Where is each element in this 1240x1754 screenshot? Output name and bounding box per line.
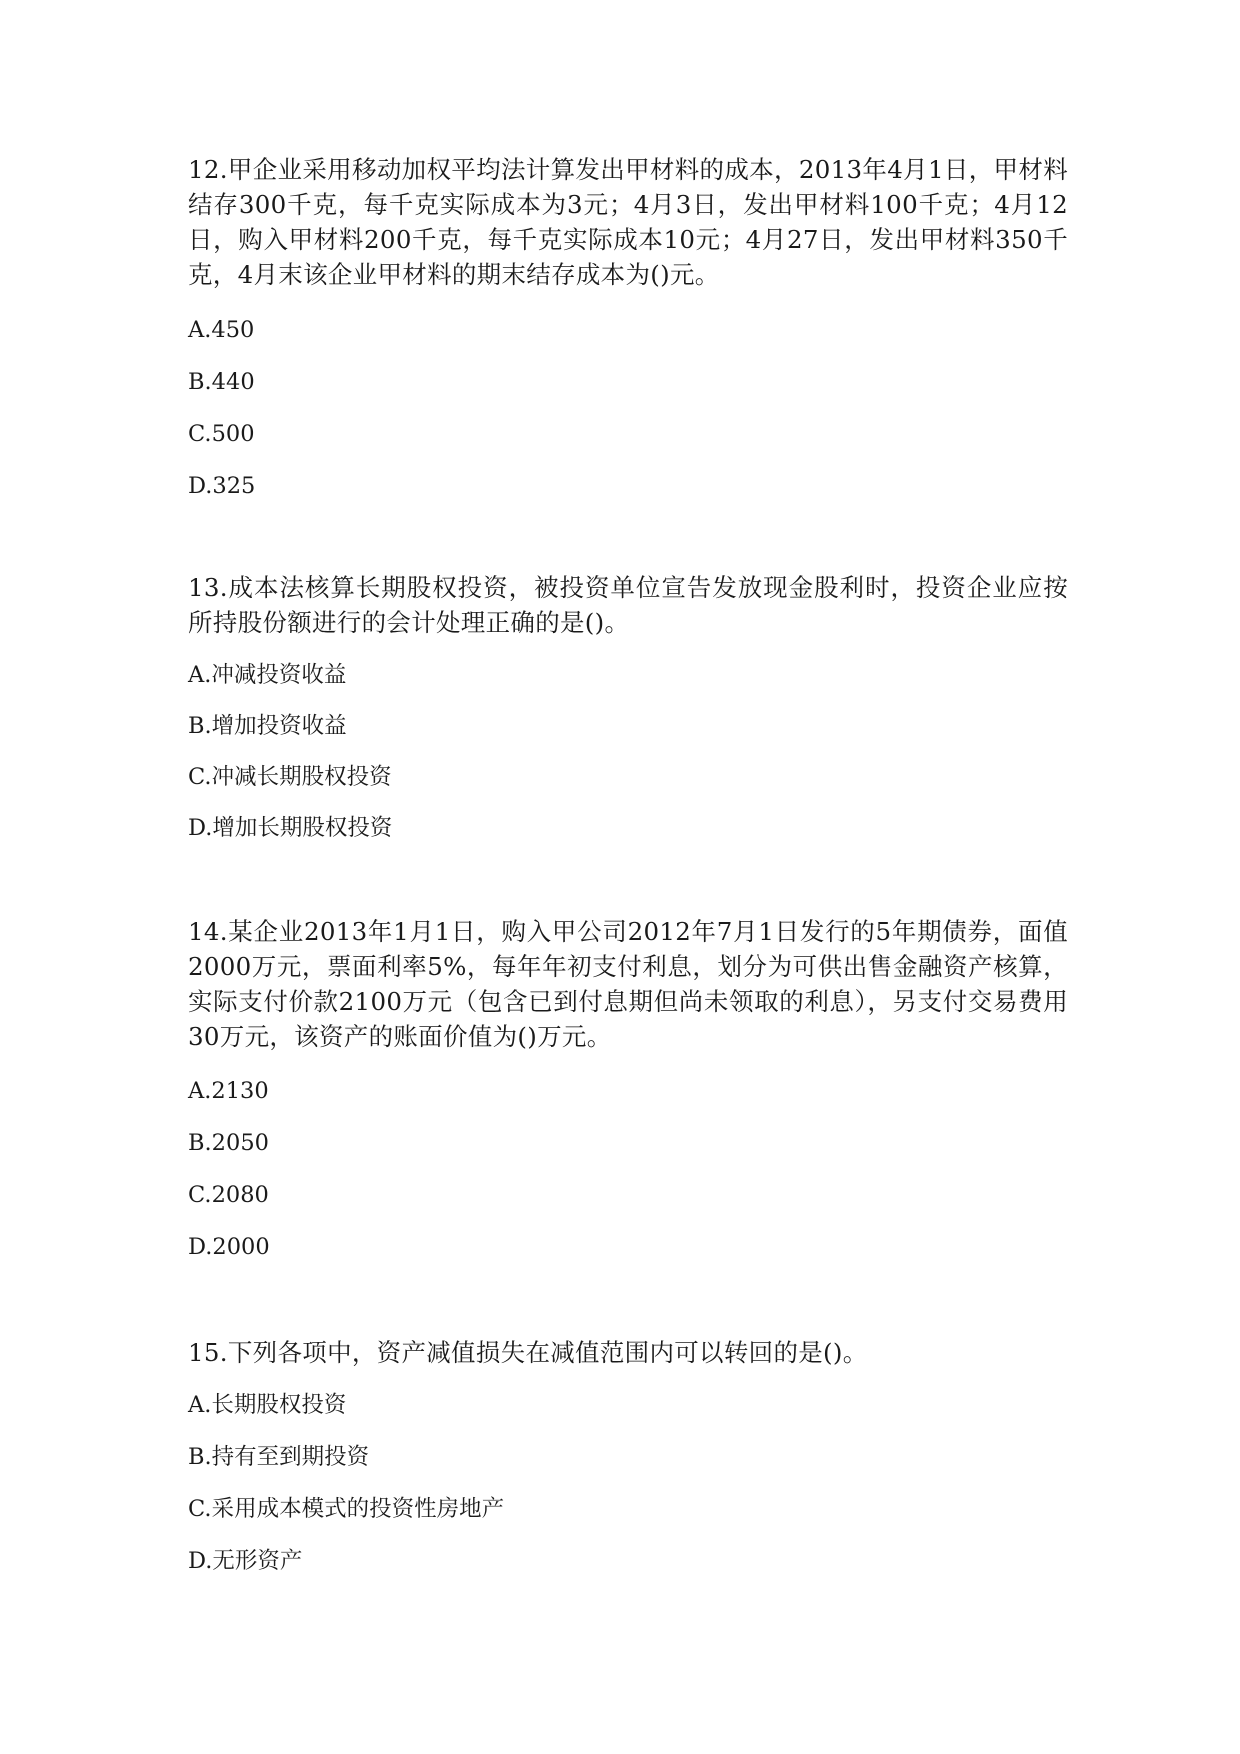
option-c: C.500	[188, 421, 255, 447]
question-12	[188, 152, 1068, 523]
question-13	[188, 570, 1068, 864]
option-list	[188, 1390, 1068, 1576]
question-stem: 14.某企业2013年1月1日，购入甲公司2012年7月1日发行的5年期债券，面值2000万元，票面利率5%，每年年初支付利息，划分为可供出售金融资产核算，实际支付价款2100万元（包含已到付息期但尚未领取的利息），另支付交易费用30万元，该资产的账面价值为()万元。	[188, 917, 1068, 1051]
option-d: D.325	[188, 473, 256, 499]
option-b: B.440	[188, 369, 255, 395]
option-b: B.2050	[188, 1130, 269, 1156]
option-d: D.2000	[188, 1234, 270, 1260]
option-a: A.冲减投资收益	[188, 662, 347, 688]
option-b: B.持有至到期投资	[188, 1444, 370, 1470]
question-stem: 13.成本法核算长期股权投资，被投资单位宣告发放现金股利时，投资企业应按所持股份额进行的会计处理正确的是()。	[188, 573, 1068, 637]
option-a: A.长期股权投资	[188, 1392, 347, 1418]
option-list	[188, 1076, 1068, 1262]
option-list	[188, 315, 1068, 501]
option-d: D.无形资产	[188, 1548, 303, 1574]
option-a: A.2130	[188, 1078, 269, 1104]
option-b: B.增加投资收益	[188, 713, 347, 739]
option-list	[188, 660, 1068, 843]
option-d: D.增加长期股权投资	[188, 815, 393, 841]
question-stem: 12.甲企业采用移动加权平均法计算发出甲材料的成本，2013年4月1日，甲材料结存300千克，每千克实际成本为3元；4月3日，发出甲材料100千克；4月12日，购入甲材料200千克，每千克实际成本10元；4月27日，发出甲材料350千克，4月末该企业甲材料的期末结存成本为()元。	[188, 155, 1068, 289]
option-a: A.450	[188, 317, 255, 343]
question-stem: 15.下列各项中，资产减值损失在减值范围内可以转回的是()。	[188, 1338, 868, 1367]
option-c: C.冲减长期股权投资	[188, 764, 392, 790]
option-c: C.2080	[188, 1182, 269, 1208]
option-c: C.采用成本模式的投资性房地产	[188, 1496, 505, 1522]
question-14	[188, 914, 1068, 1284]
question-15	[188, 1335, 1068, 1598]
